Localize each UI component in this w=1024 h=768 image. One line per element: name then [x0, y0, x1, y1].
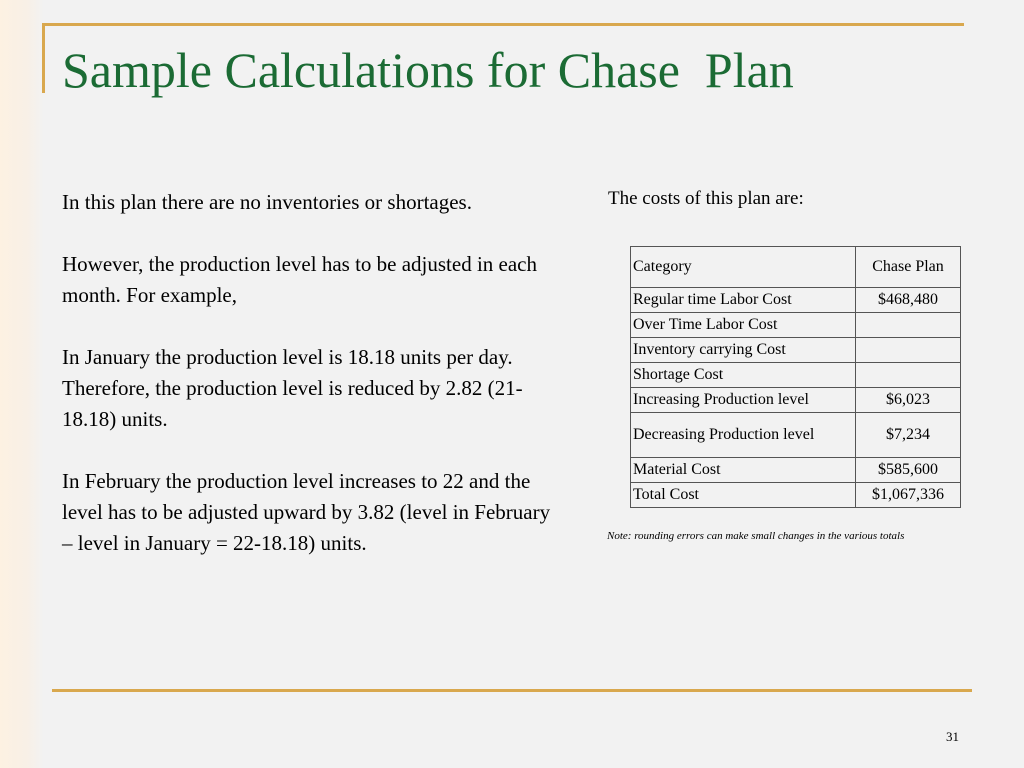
- table-row: [631, 413, 961, 458]
- top-rule: [42, 23, 964, 26]
- row-category: Increasing Production level: [631, 388, 856, 413]
- row-category: Regular time Labor Cost: [631, 288, 856, 313]
- paragraph-2: However, the production level has to be adjusted in each month. For example,: [62, 252, 538, 307]
- table-row: [631, 288, 961, 313]
- table-row: [631, 338, 961, 363]
- bottom-rule: [52, 689, 972, 692]
- table-row: [631, 363, 961, 388]
- header-category: Category: [631, 247, 856, 288]
- cost-table: [630, 246, 961, 508]
- page-number: 31: [946, 729, 959, 744]
- table-row: [631, 483, 961, 508]
- row-value: $468,480: [856, 288, 961, 313]
- left-accent-band: [0, 0, 44, 768]
- costs-intro: The costs of this plan are:: [608, 188, 804, 209]
- row-category: Shortage Cost: [631, 363, 856, 388]
- row-category: Decreasing Production level: [631, 413, 856, 458]
- row-value: $1,067,336: [856, 483, 961, 508]
- body-text: [62, 187, 562, 590]
- table-row: [631, 458, 961, 483]
- row-category: Inventory carrying Cost: [631, 338, 856, 363]
- row-category: Total Cost: [631, 483, 856, 508]
- paragraph-3: In January the production level is 18.18 units per day. Therefore, the production level is reduced by 2.82 (21-18.18) units.: [62, 345, 523, 431]
- row-value: $6,023: [856, 388, 961, 413]
- header-plan: Chase Plan: [856, 247, 961, 288]
- left-rule: [42, 23, 45, 93]
- row-category: Material Cost: [631, 458, 856, 483]
- row-value: [856, 338, 961, 363]
- rounding-note: Note: rounding errors can make small changes in the various totals: [607, 530, 905, 542]
- row-value: $7,234: [856, 413, 961, 458]
- table-row: [631, 388, 961, 413]
- slide-title: Sample Calculations for Chase Plan: [62, 42, 794, 98]
- paragraph-4: In February the production level increases to 22 and the level has to be adjusted upward by 3.82 (level in February – level in January = 22-18.18) units.: [62, 469, 551, 555]
- table-header-row: [631, 247, 961, 288]
- paragraph-1: In this plan there are no inventories or shortages.: [62, 190, 472, 214]
- row-value: [856, 363, 961, 388]
- row-value: $585,600: [856, 458, 961, 483]
- row-category: Over Time Labor Cost: [631, 313, 856, 338]
- row-value: [856, 313, 961, 338]
- table-row: [631, 313, 961, 338]
